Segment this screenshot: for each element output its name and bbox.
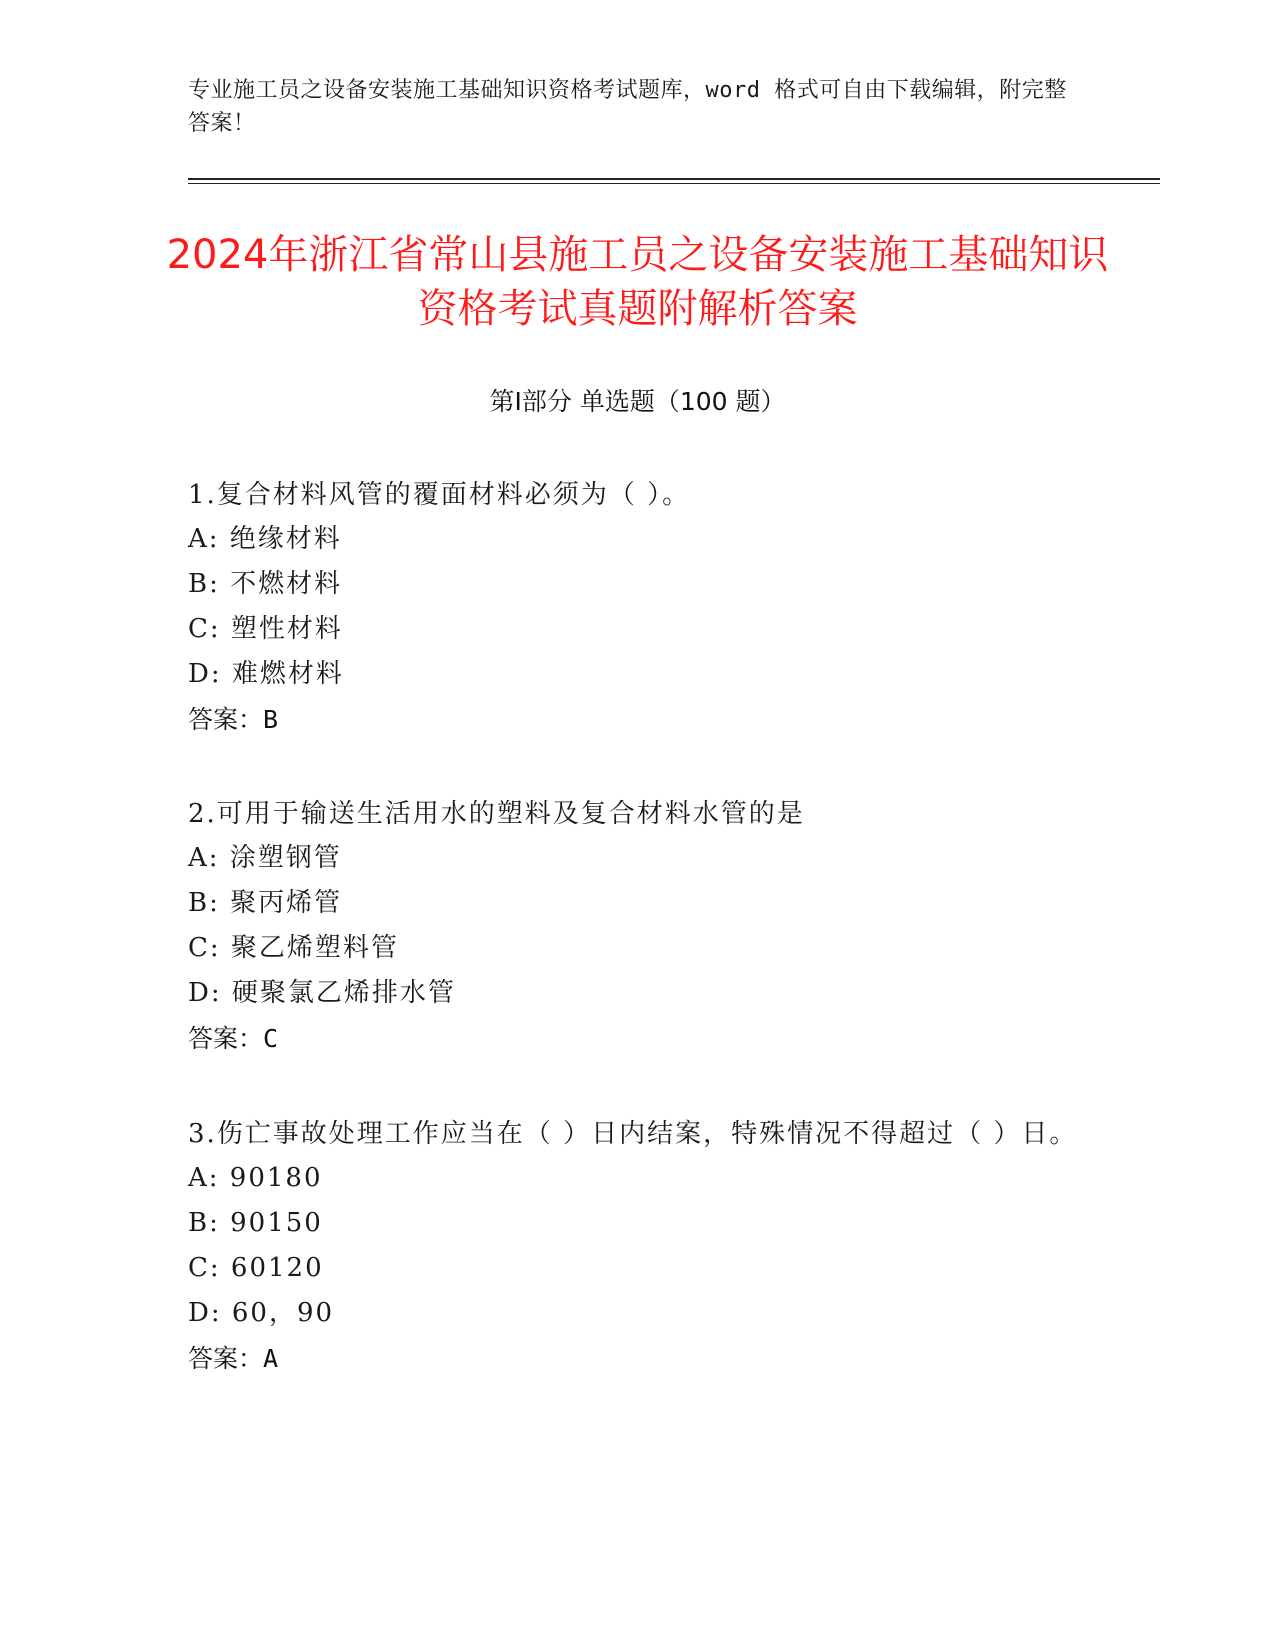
header-note: 专业施工员之设备安装施工基础知识资格考试题库，word 格式可自由下载编辑，附完整答案！ bbox=[188, 78, 1067, 136]
option-a: A: 90180 bbox=[188, 1163, 323, 1193]
question-1 bbox=[188, 473, 1088, 743]
option-d: D: 硬聚氯乙烯排水管 bbox=[188, 978, 456, 1008]
question-2 bbox=[188, 792, 1088, 1062]
question-3 bbox=[188, 1112, 1088, 1382]
option-a: A: 涂塑钢管 bbox=[188, 843, 342, 873]
option-b: B: 不燃材料 bbox=[188, 569, 343, 599]
option-d: D: 难燃材料 bbox=[188, 659, 344, 689]
option-b: B: 聚丙烯管 bbox=[188, 888, 343, 918]
answer: 答案：C bbox=[188, 1024, 279, 1053]
option-c: C: 塑性材料 bbox=[188, 614, 343, 644]
question-stem: 2.可用于输送生活用水的塑料及复合材料水管的是 bbox=[188, 799, 805, 829]
document-title: 2024年浙江省常山县施工员之设备安装施工基础知识资格考试真题附解析答案 bbox=[166, 232, 1109, 332]
option-c: C: 60120 bbox=[188, 1253, 324, 1283]
option-d: D: 60，90 bbox=[188, 1298, 335, 1328]
section-title: 第Ⅰ部分 单选题（100 题） bbox=[489, 387, 786, 416]
answer: 答案：B bbox=[188, 705, 279, 734]
question-stem: 1.复合材料风管的覆面材料必须为（ ）。 bbox=[188, 480, 691, 510]
question-stem: 3.伤亡事故处理工作应当在（ ）日内结案，特殊情况不得超过（ ）日。 bbox=[188, 1119, 1078, 1149]
header-rule-thick bbox=[188, 178, 1160, 180]
option-c: C: 聚乙烯塑料管 bbox=[188, 933, 399, 963]
option-b: B: 90150 bbox=[188, 1208, 323, 1238]
header-rule-thin bbox=[188, 183, 1160, 184]
option-a: A: 绝缘材料 bbox=[188, 524, 342, 554]
answer: 答案：A bbox=[188, 1344, 279, 1373]
